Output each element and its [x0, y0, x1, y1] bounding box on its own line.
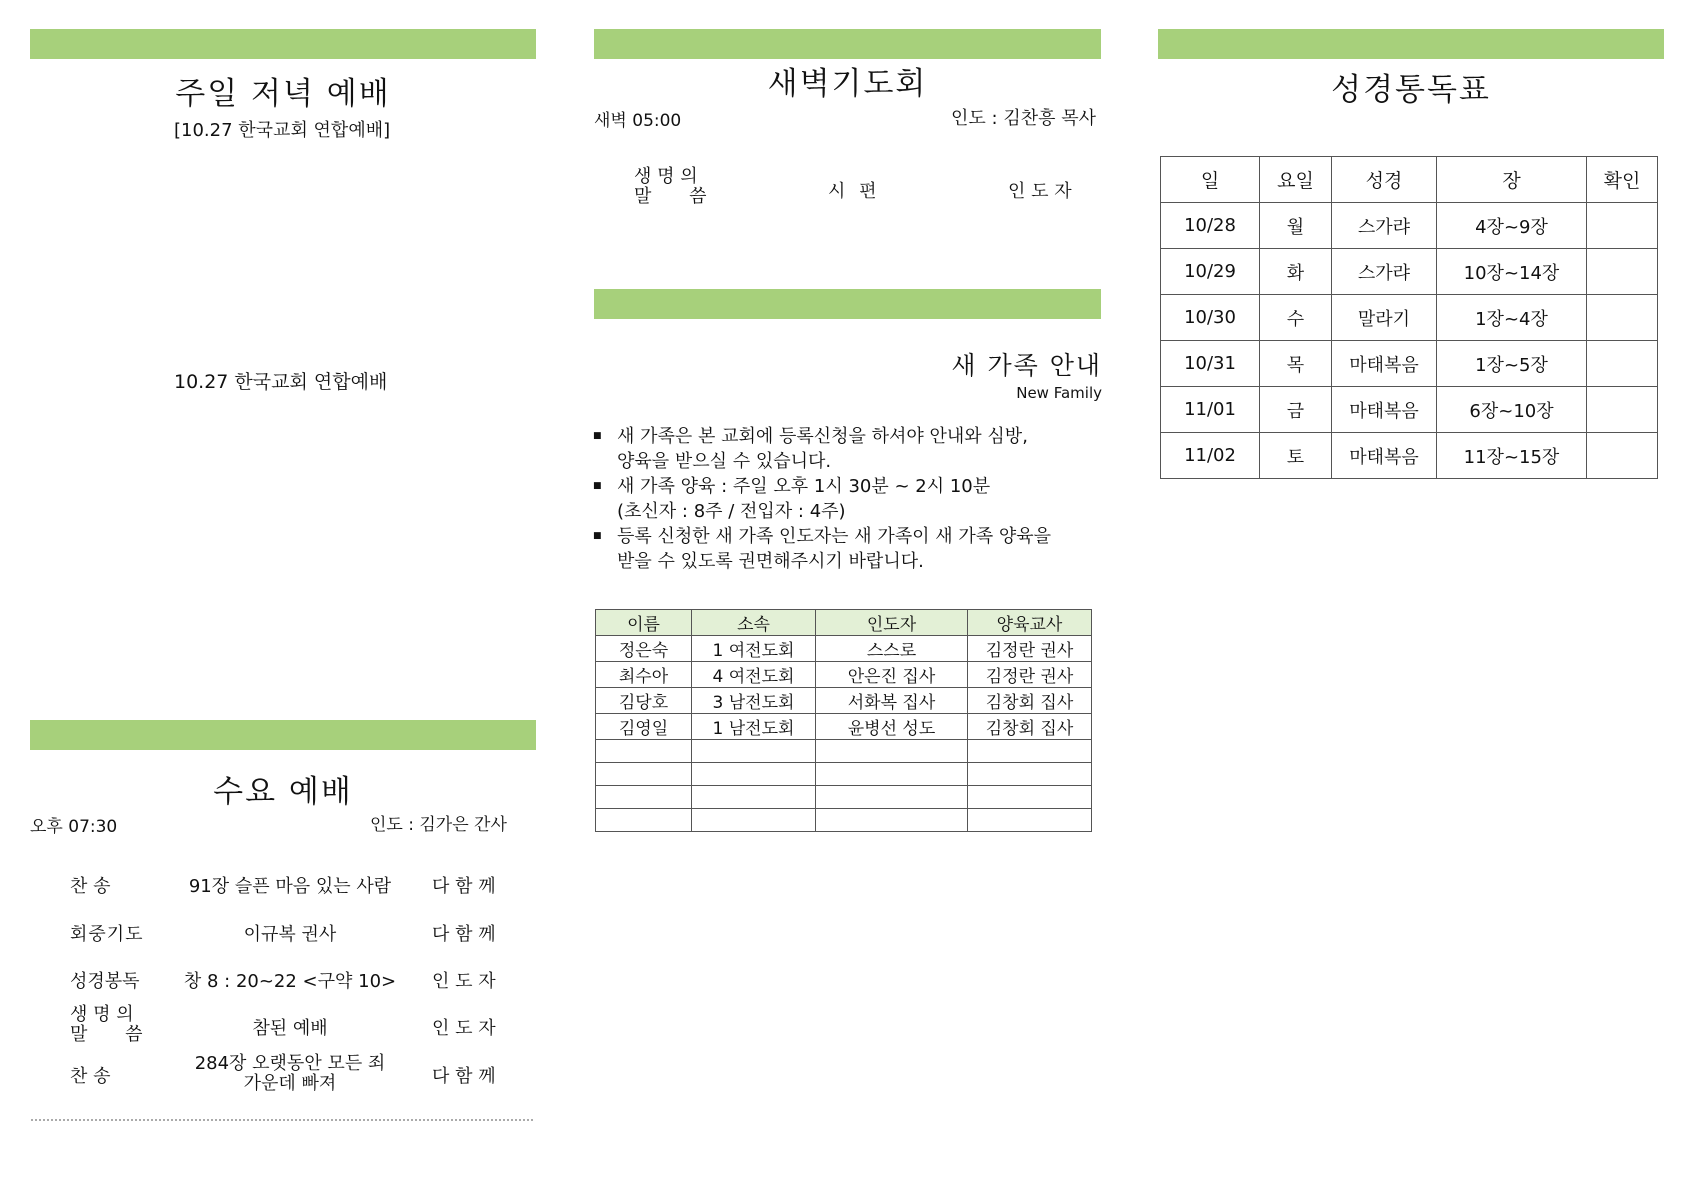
- table-cell: 4 여전도회: [692, 662, 816, 688]
- column-header: 소속: [692, 610, 816, 636]
- table-cell: [968, 763, 1092, 786]
- table-row: [596, 809, 1092, 832]
- dawn-header-label-line2: 말 씀: [634, 186, 707, 207]
- dawn-header-leader: 인 도 자: [1008, 181, 1072, 202]
- table-cell: 11/01: [1161, 387, 1260, 433]
- wed-row-content: 91장 슬픈 마음 있는 사람: [188, 876, 392, 897]
- column-header: 이름: [596, 610, 692, 636]
- table-cell: 1장~4장: [1437, 295, 1587, 341]
- table-cell: 1 남전도회: [692, 714, 816, 740]
- section-bar-sunday: [30, 29, 536, 59]
- table-header-row: [1161, 157, 1658, 203]
- dawn-leader: 인도 : 김찬흥 목사: [951, 108, 1096, 129]
- check-cell[interactable]: [1587, 203, 1658, 249]
- check-cell[interactable]: [1587, 433, 1658, 479]
- table-row: [1161, 341, 1658, 387]
- bullet-line1: ■ 새 가족 양육 : 주일 오후 1시 30분 ~ 2시 10분: [617, 476, 991, 497]
- dawn-header-psalm: 시 편: [828, 181, 877, 202]
- section-bar-dawn: [594, 29, 1101, 59]
- dotted-divider: [31, 1119, 533, 1121]
- table-cell: [596, 763, 692, 786]
- table-row: [1161, 387, 1658, 433]
- table-cell: 마태복음: [1332, 387, 1437, 433]
- check-cell[interactable]: [1587, 295, 1658, 341]
- table-cell: 최수아: [596, 662, 692, 688]
- table-cell: 10/29: [1161, 249, 1260, 295]
- section-bar-bible-reading: [1158, 29, 1664, 59]
- column-header: 양육교사: [968, 610, 1092, 636]
- table-cell: [816, 786, 968, 809]
- table-cell: 11장~15장: [1437, 433, 1587, 479]
- table-cell: 3 남전도회: [692, 688, 816, 714]
- wed-row-by: 다 함 께: [432, 876, 496, 897]
- column-header: 요일: [1260, 157, 1332, 203]
- table-cell: 1 여전도회: [692, 636, 816, 662]
- table-cell: 10/31: [1161, 341, 1260, 387]
- table-cell: 화: [1260, 249, 1332, 295]
- list-item: [593, 524, 1101, 574]
- check-cell[interactable]: [1587, 387, 1658, 433]
- table-cell: 6장~10장: [1437, 387, 1587, 433]
- wed-row-content-line1: 284장 오랫동안 모든 죄: [194, 1053, 386, 1074]
- wed-row-label: 회중기도: [70, 924, 144, 945]
- wednesday-time: 오후 07:30: [30, 817, 118, 837]
- table-cell: 서화복 집사: [816, 688, 968, 714]
- table-cell: [816, 763, 968, 786]
- table-cell: 안은진 집사: [816, 662, 968, 688]
- table-row: [1161, 249, 1658, 295]
- table-cell: [596, 786, 692, 809]
- table-cell: [968, 809, 1092, 832]
- dawn-time: 새벽 05:00: [594, 111, 682, 131]
- table-header-row: [596, 610, 1092, 636]
- table-cell: 김당호: [596, 688, 692, 714]
- table-cell: 금: [1260, 387, 1332, 433]
- dawn-header-label: [634, 167, 707, 207]
- dawn-header-label-line1: 생 명 의: [634, 166, 698, 187]
- wed-row-label: [70, 872, 144, 898]
- table-cell: 11/02: [1161, 433, 1260, 479]
- table-cell: 수: [1260, 295, 1332, 341]
- bible-reading-title: 성경통독표: [1331, 72, 1491, 108]
- list-item: [593, 424, 1101, 474]
- wed-row-label: 성경봉독: [70, 971, 140, 992]
- wed-row-label-line2: 말 씀: [70, 1024, 143, 1045]
- wed-row-content: 창 8 : 20~22 <구약 10>: [183, 971, 397, 992]
- wed-row-by: 인 도 자: [432, 1018, 496, 1039]
- table-row: [596, 636, 1092, 662]
- table-cell: [596, 809, 692, 832]
- table-cell: 스스로: [816, 636, 968, 662]
- table-cell: 정은숙: [596, 636, 692, 662]
- new-family-subtitle: New Family: [1016, 384, 1102, 402]
- table-row: [1161, 295, 1658, 341]
- column-header: 인도자: [816, 610, 968, 636]
- table-cell: [692, 786, 816, 809]
- table-cell: [968, 740, 1092, 763]
- bullet-line1: ■ 등록 신청한 새 가족 인도자는 새 가족이 새 가족 양육을: [617, 526, 1052, 547]
- table-cell: 1장~5장: [1437, 341, 1587, 387]
- sunday-evening-subtitle: [10.27 한국교회 연합예배]: [174, 120, 391, 141]
- wed-row-by: 다 함 께: [432, 1066, 496, 1087]
- sunday-evening-title: 주일 저녁 예배: [175, 76, 391, 112]
- table-cell: [596, 740, 692, 763]
- new-family-table: [595, 609, 1092, 832]
- table-row: [1161, 433, 1658, 479]
- wednesday-leader: 인도 : 김가은 간사: [370, 815, 507, 835]
- column-header: 장: [1437, 157, 1587, 203]
- new-family-bullets: [593, 424, 1101, 574]
- table-cell: 말라기: [1332, 295, 1437, 341]
- wed-row-label-text: 찬 송: [70, 876, 111, 897]
- table-cell: 10/28: [1161, 203, 1260, 249]
- bullet-line2: 받을 수 있도록 권면해주시기 바랍니다.: [617, 551, 924, 572]
- wed-row-content: 이규복 권사: [243, 924, 337, 945]
- check-cell[interactable]: [1587, 249, 1658, 295]
- check-cell[interactable]: [1587, 341, 1658, 387]
- new-family-title: 새 가족 안내: [951, 351, 1102, 380]
- table-cell: 김창회 집사: [968, 688, 1092, 714]
- table-cell: 스가랴: [1332, 249, 1437, 295]
- wed-row-by: 다 함 께: [432, 924, 496, 945]
- wed-row-label: [70, 1005, 143, 1045]
- column-header: 확인: [1587, 157, 1658, 203]
- column-header: 성경: [1332, 157, 1437, 203]
- table-row: [596, 740, 1092, 763]
- table-cell: 김창회 집사: [968, 714, 1092, 740]
- table-row: [596, 688, 1092, 714]
- table-cell: 스가랴: [1332, 203, 1437, 249]
- bible-reading-table: [1160, 156, 1658, 479]
- column-header: 일: [1161, 157, 1260, 203]
- list-item: [593, 474, 1101, 524]
- table-cell: 김영일: [596, 714, 692, 740]
- bullet-line1: ■ 새 가족은 본 교회에 등록신청을 하셔야 안내와 심방,: [617, 426, 1028, 447]
- table-cell: 마태복음: [1332, 341, 1437, 387]
- table-cell: [692, 740, 816, 763]
- table-cell: 10장~14장: [1437, 249, 1587, 295]
- table-row: [596, 786, 1092, 809]
- bullet-line2: 양육을 받으실 수 있습니다.: [617, 451, 832, 472]
- wed-row-content-line2: 가운데 빠져: [243, 1073, 337, 1094]
- table-cell: 토: [1260, 433, 1332, 479]
- table-row: [596, 763, 1092, 786]
- table-cell: 김정란 권사: [968, 662, 1092, 688]
- table-cell: 월: [1260, 203, 1332, 249]
- wednesday-title: 수요 예배: [213, 774, 353, 810]
- table-cell: [968, 786, 1092, 809]
- dawn-title: 새벽기도회: [767, 66, 928, 102]
- wed-row-content: 참된 예배: [252, 1018, 328, 1039]
- table-cell: 4장~9장: [1437, 203, 1587, 249]
- wed-row-content: [170, 1054, 410, 1094]
- table-cell: 목: [1260, 341, 1332, 387]
- bullet-line2: (초신자 : 8주 / 전입자 : 4주): [617, 501, 846, 522]
- table-row: [596, 714, 1092, 740]
- sunday-evening-note: 10.27 한국교회 연합예배: [174, 371, 388, 393]
- wed-row-label-line1: 생 명 의: [70, 1004, 134, 1025]
- table-cell: 윤병선 성도: [816, 714, 968, 740]
- table-row: [596, 662, 1092, 688]
- wed-row-by: 인 도 자: [432, 971, 496, 992]
- table-cell: [816, 809, 968, 832]
- table-cell: 김정란 권사: [968, 636, 1092, 662]
- table-cell: 마태복음: [1332, 433, 1437, 479]
- table-row: [1161, 203, 1658, 249]
- table-cell: 10/30: [1161, 295, 1260, 341]
- table-cell: [816, 740, 968, 763]
- section-bar-new-family: [594, 289, 1101, 319]
- section-bar-wednesday: [30, 720, 536, 750]
- table-cell: [692, 809, 816, 832]
- wed-row-label: 찬 송: [70, 1066, 111, 1087]
- table-cell: [692, 763, 816, 786]
